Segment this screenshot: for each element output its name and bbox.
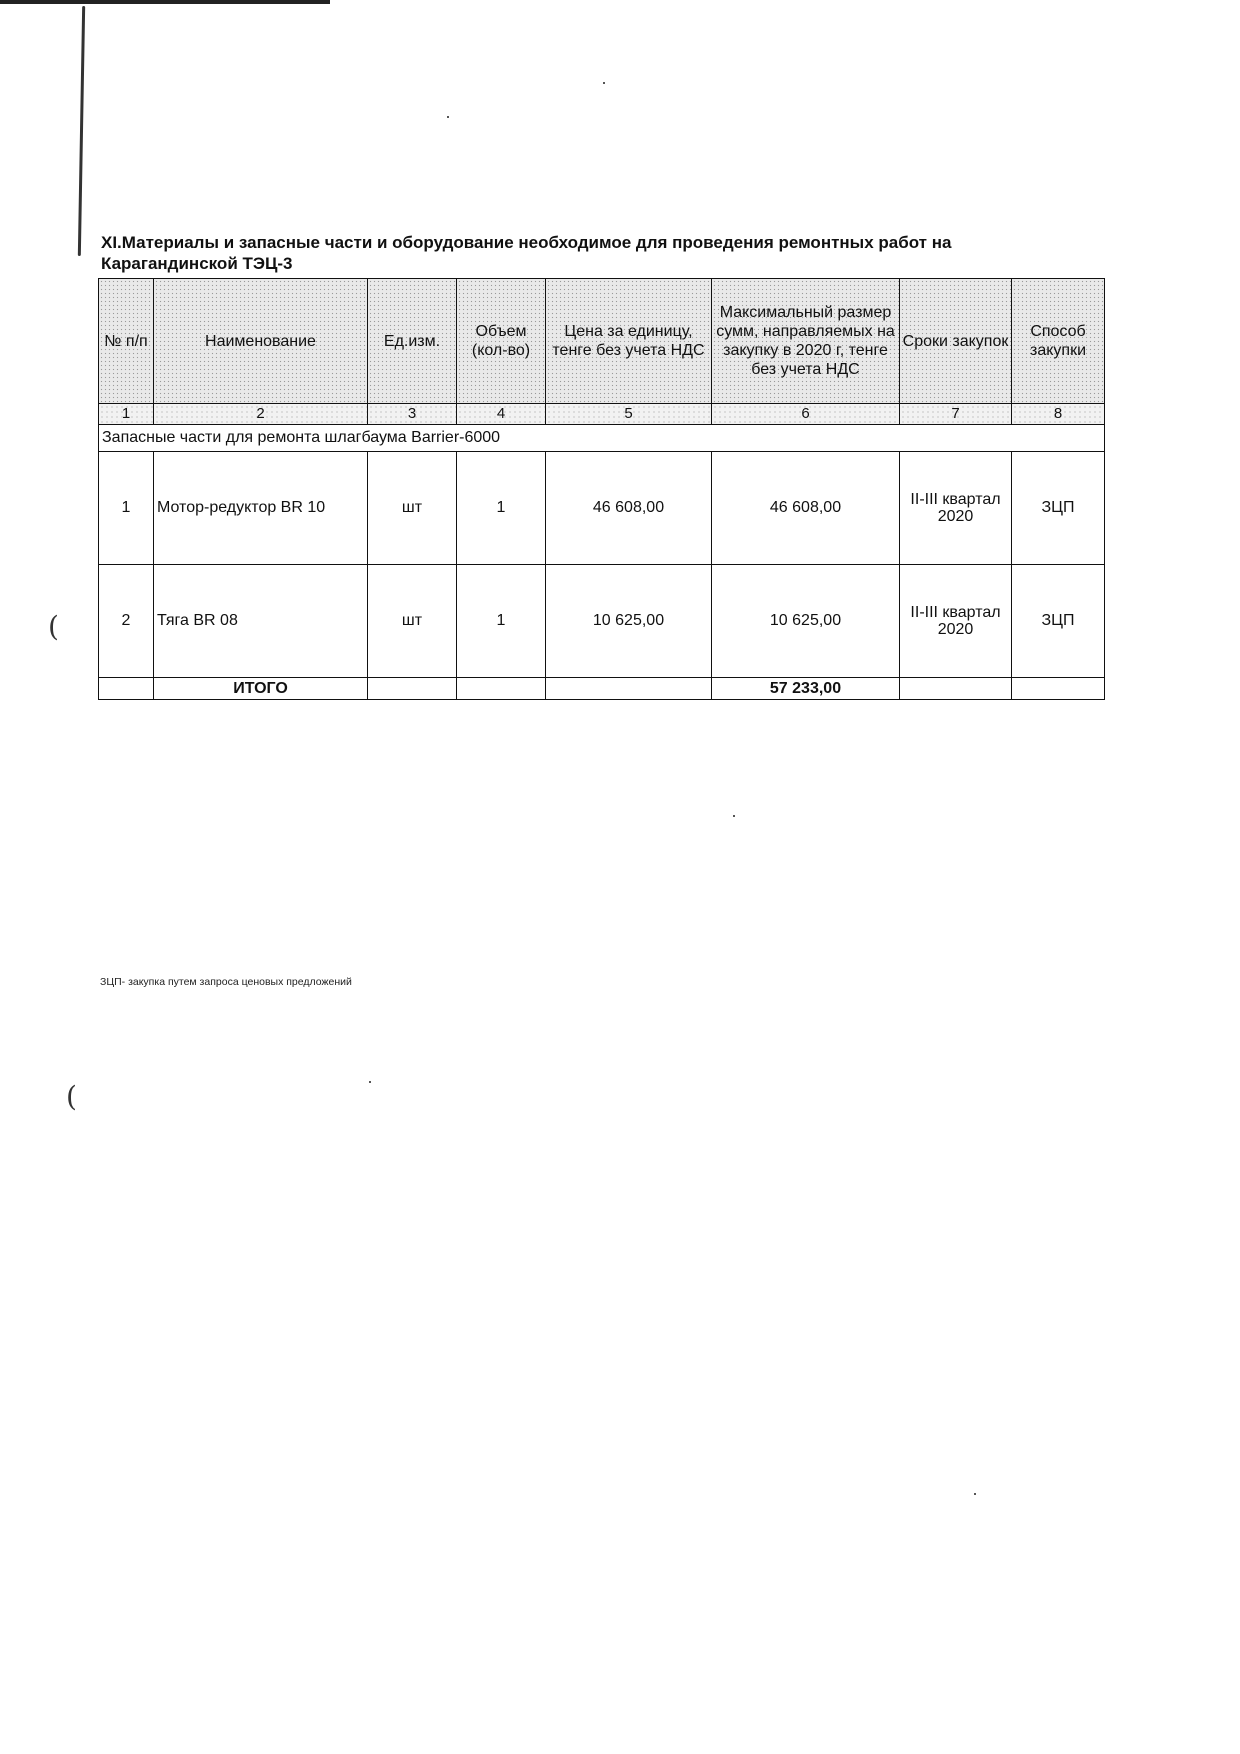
row-number: 2	[99, 565, 154, 678]
document-title: XI.Материалы и запасные части и оборудование необходимое для проведения ремонтных работ на Карагандинской ТЭЦ-3	[101, 233, 952, 273]
item-name: Мотор-редуктор BR 10	[154, 452, 368, 565]
item-quantity: 1	[457, 565, 546, 678]
row-number: 1	[99, 452, 154, 565]
scan-speck	[447, 116, 449, 118]
item-max-sum: 46 608,00	[712, 452, 900, 565]
item-unit: шт	[368, 452, 457, 565]
item-name: Тяга BR 08	[154, 565, 368, 678]
item-period: II-III квартал 2020	[900, 452, 1012, 565]
item-method: ЗЦП	[1012, 565, 1105, 678]
punch-hole-mark: (	[66, 1080, 77, 1113]
empty-cell	[368, 678, 457, 700]
header-cell: Способ закупки	[1012, 279, 1105, 404]
scan-speck	[369, 1081, 371, 1083]
scan-speck	[603, 82, 605, 84]
column-number: 1	[99, 404, 154, 425]
item-quantity: 1	[457, 452, 546, 565]
item-period: II-III квартал 2020	[900, 565, 1012, 678]
section-row	[99, 425, 1105, 452]
table-row	[99, 565, 1105, 678]
scan-speck	[733, 815, 735, 817]
empty-cell	[99, 678, 154, 700]
total-max-sum: 57 233,00	[712, 678, 900, 700]
scan-edge-top	[0, 0, 330, 4]
table-header-row	[99, 279, 1105, 404]
scan-edge-left	[78, 6, 85, 256]
empty-cell	[546, 678, 712, 700]
header-cell: Объем (кол-во)	[457, 279, 546, 404]
empty-cell	[900, 678, 1012, 700]
header-cell: Сроки закупок	[900, 279, 1012, 404]
item-method: ЗЦП	[1012, 452, 1105, 565]
procurement-table	[98, 278, 1105, 700]
section-title: Запасные части для ремонта шлагбаума Barrier-6000	[99, 425, 1105, 452]
column-number: 7	[900, 404, 1012, 425]
header-cell: Цена за единицу, тенге без учета НДС	[546, 279, 712, 404]
empty-cell	[457, 678, 546, 700]
column-number-row	[99, 404, 1105, 425]
column-number: 8	[1012, 404, 1105, 425]
item-unit-price: 10 625,00	[546, 565, 712, 678]
column-number: 5	[546, 404, 712, 425]
column-number: 6	[712, 404, 900, 425]
empty-cell	[1012, 678, 1105, 700]
table-row	[99, 452, 1105, 565]
item-unit: шт	[368, 565, 457, 678]
column-number: 2	[154, 404, 368, 425]
item-max-sum: 10 625,00	[712, 565, 900, 678]
total-label: ИТОГО	[154, 678, 368, 700]
header-cell: № п/п	[99, 279, 154, 404]
scan-speck	[974, 1493, 976, 1495]
header-cell: Максимальный размер сумм, направляемых на закупку в 2020 г, тенге без учета НДС	[712, 279, 900, 404]
total-row	[99, 678, 1105, 700]
item-unit-price: 46 608,00	[546, 452, 712, 565]
column-number: 3	[368, 404, 457, 425]
header-cell: Наименование	[154, 279, 368, 404]
punch-hole-mark: (	[48, 610, 59, 643]
column-number: 4	[457, 404, 546, 425]
header-cell: Ед.изм.	[368, 279, 457, 404]
footnote: ЗЦП- закупка путем запроса ценовых предложений	[100, 976, 352, 988]
